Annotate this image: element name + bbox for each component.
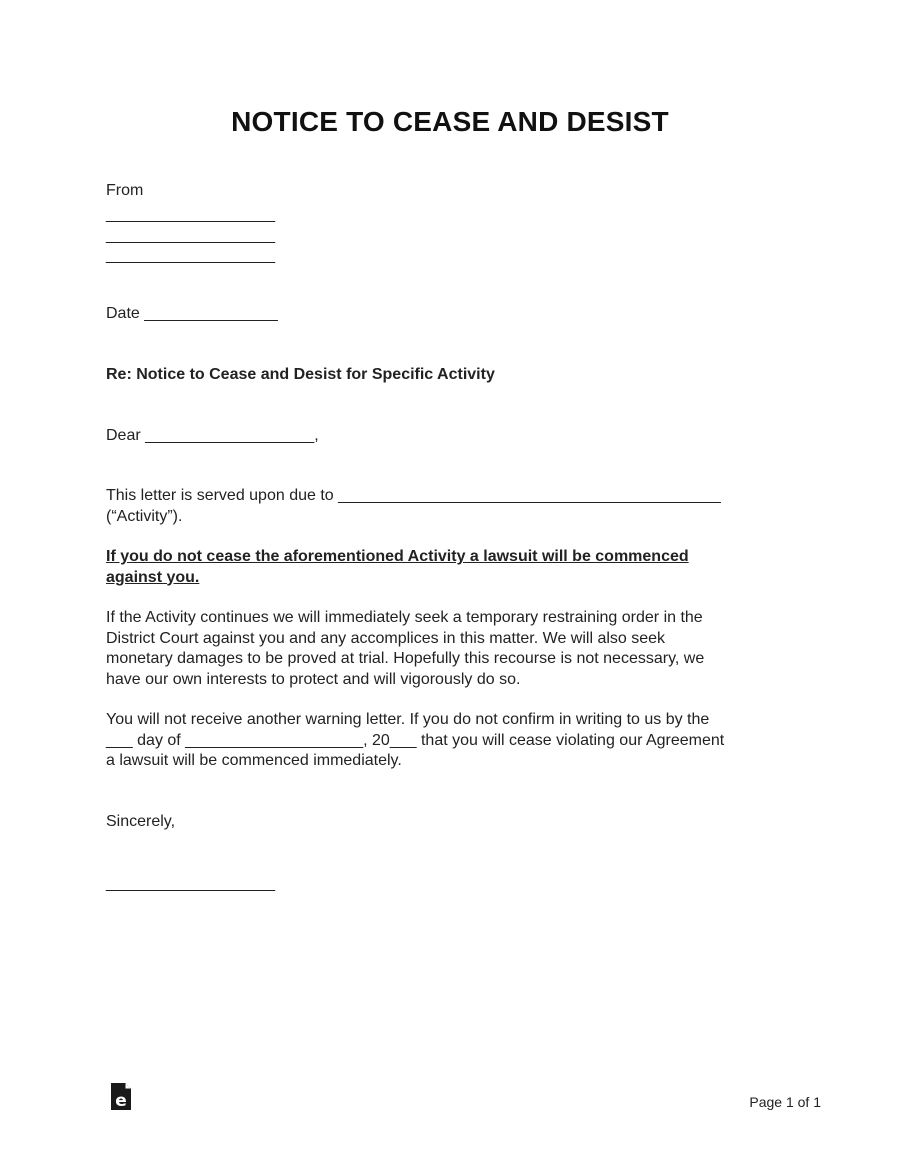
- paragraph-warning-letter: [106, 710, 806, 772]
- from-label: From: [106, 182, 144, 199]
- paragraph1-line-4: have our own interests to protect and will vigorously do so.: [106, 670, 521, 688]
- served-paragraph: [106, 486, 806, 527]
- re-line: Re: Notice to Cease and Desist for Specific Activity: [106, 366, 495, 383]
- closing: Sincerely,: [106, 813, 176, 830]
- eforms-e-icon: [110, 1083, 132, 1111]
- paragraph2-line-1: You will not receive another warning letter. If you do not confirm in writing to us by the: [106, 711, 710, 728]
- paragraph2-line-3: a lawsuit will be commenced immediately.: [106, 752, 402, 769]
- warning-paragraph: [106, 547, 806, 588]
- warning-line-2: against you.: [106, 568, 200, 586]
- paragraph1-line-3: monetary damages to be proved at trial. Hopefully this recourse is not necessary, we: [106, 650, 705, 667]
- from-line-3: ___________________: [106, 247, 276, 264]
- document-title: NOTICE TO CEASE AND DESIST: [231, 106, 669, 137]
- warning-line-1: If you do not cease the aforementioned Activity a lawsuit will be commenced: [106, 548, 689, 565]
- paragraph1-line-1: If the Activity continues we will immediately seek a temporary restraining order in the: [106, 609, 703, 626]
- paragraph2-line-2: ___ day of ____________________, 20___ that you will cease violating our Agreement: [106, 731, 725, 749]
- svg-text:e: e: [115, 1091, 127, 1111]
- paragraph1-line-2: District Court against you and any accomplices in this matter. We will also seek: [106, 629, 666, 647]
- paragraph-restraining-order: [106, 608, 806, 690]
- page-number: Page 1 of 1: [749, 1094, 821, 1110]
- signature-line: ___________________: [106, 875, 276, 892]
- served-line-1: This letter is served upon due to ___________________________________________: [106, 487, 721, 504]
- served-line-2: (“Activity”).: [106, 507, 183, 525]
- date-line: Date _______________: [106, 305, 278, 322]
- salutation: Dear ___________________,: [106, 427, 319, 444]
- from-line-1: ___________________: [106, 206, 276, 223]
- from-line-2: ___________________: [106, 227, 276, 244]
